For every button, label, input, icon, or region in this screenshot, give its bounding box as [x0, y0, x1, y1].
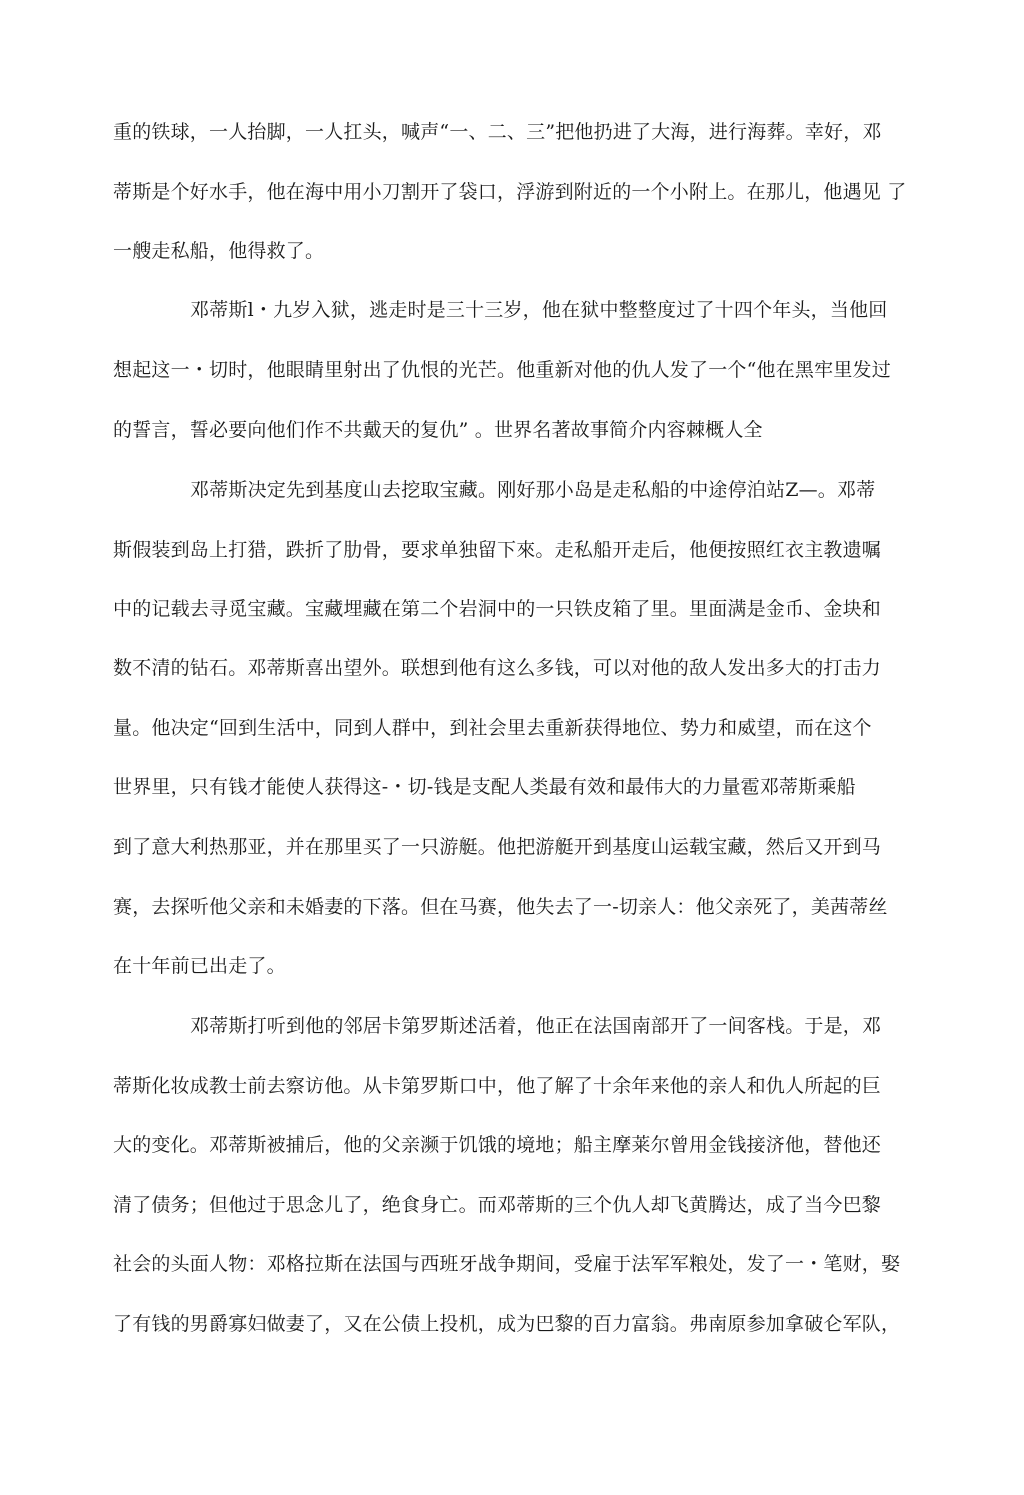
text-line: 在十年前已出走了。: [113, 955, 286, 977]
text-line: 蒂斯化妆成教士前去察访他。从卡第罗斯口中，他了解了十余年来他的亲人和仇人所起的巨: [113, 1075, 882, 1097]
text-line: 邓蒂斯打听到他的邻居卡第罗斯述活着，他正在法国南部开了一间客栈。于是，邓: [190, 1015, 882, 1037]
text-line: 想起这一・切时，他眼睛里射出了仇恨的光芒。他重新对他的仇人发了一个“他在黑牢里发过: [113, 359, 891, 381]
text-line: 社会的头面人物：邓格拉斯在法国与西班牙战争期间，受雇于法军军粮处，发了一・笔财，娶: [113, 1253, 901, 1275]
text-line: 中的记载去寻觅宝藏。宝藏埋藏在第二个岩洞中的一只铁皮箱了里。里面满是金币、金块和: [113, 598, 882, 620]
text-line: 邓蒂斯决定先到基度山去挖取宝藏。刚好那小岛是走私船的中途停泊站Z—。邓蒂: [190, 479, 876, 501]
text-line: 世界里，只有钱才能使人获得这-・切-钱是支配人类最有效和最伟大的力量雹邓蒂斯乘船: [113, 776, 856, 798]
text-line: 蒂斯是个好水手，他在海中用小刀割开了袋口，浮游到附近的一个小附上。在那儿，他遇见 了: [113, 181, 907, 203]
text-line: 量。他决定“回到生活中，同到人群中，到社会里去重新获得地位、势力和威望，而在这个: [113, 717, 872, 739]
text-line: 了有钱的男爵寡妇做妻了，又在公债上投机，成为巴黎的百力富翁。弗南原参加拿破仑军队，: [113, 1313, 901, 1335]
text-line: 到了意大利热那亚，并在那里买了一只游艇。他把游艇开到基度山运载宝藏，然后又开到马: [113, 836, 882, 858]
text-line: 一艘走私船，他得救了。: [113, 240, 325, 262]
text-line: 赛，去探听他父亲和未婚妻的下落。但在马赛，他失去了一-切亲人：他父亲死了，美茜蒂丝: [113, 896, 888, 918]
text-line: 斯假装到岛上打猎，跌折了肋骨，要求单独留下來。走私船开走后，他便按照红衣主教遗嘱: [113, 539, 882, 561]
text-line: 数不清的钻石。邓蒂斯喜出望外。联想到他有这么多钱，可以对他的敌人发出多大的打击力: [113, 657, 882, 679]
text-line: 清了债务；但他过于思念儿了，绝食身亡。而邓蒂斯的三个仇人却飞黄腾达，成了当今巴黎: [113, 1194, 882, 1216]
text-line: 的誓言，誓必要向他们作不共戴天的复仇” 。世界名著故事简介内容棘概人全: [113, 419, 763, 441]
text-line: 邓蒂斯l・九岁入狱，逃走时是三十三岁，他在狱中整整度过了十四个年头，当他回: [190, 299, 888, 321]
text-line: 大的变化。邓蒂斯被捕后，他的父亲濒于饥饿的境地；船主摩莱尔曾用金钱接济他，替他还: [113, 1134, 882, 1156]
text-line: 重的铁球，一人抬脚，一人扛头，喊声“一、二、三”把他扔进了大海，进行海葬。幸好，邓: [113, 121, 882, 143]
